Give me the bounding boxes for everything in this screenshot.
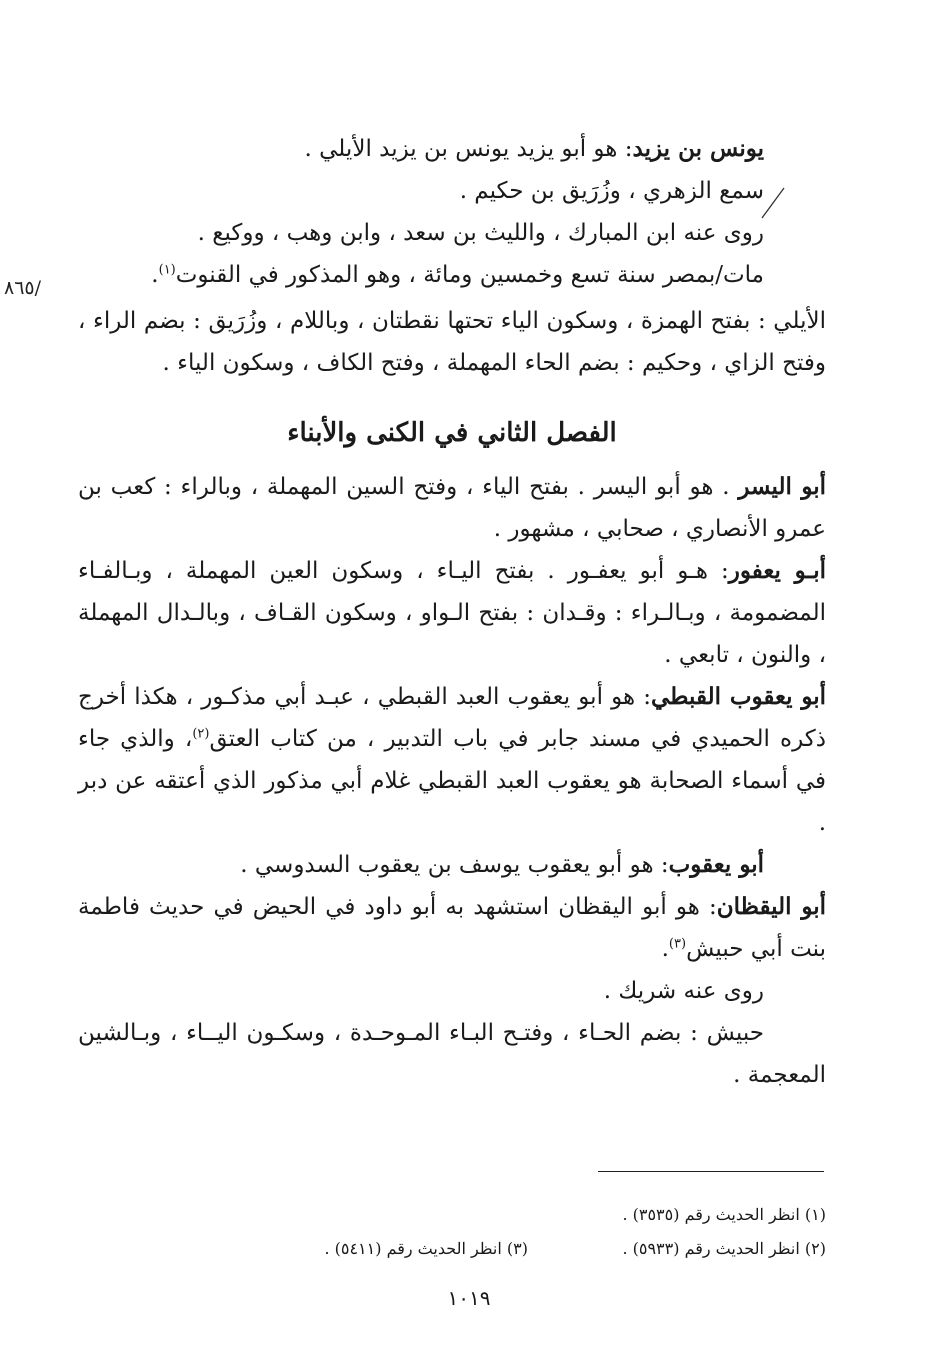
footnote-2: (٢) انظر الحديث رقم (٥٩٣٣) . (622, 1239, 826, 1258)
footnote-ref-2: (٢) (192, 726, 210, 742)
entry-abu-yafur: أبـو يعفور: هـو أبو يعفـور . بفتح اليـاء ، وسكون العين المهملة ، وبـالفـاء المضمومة ، وبـالـراء : وقـدان : بفتح الـواو ، وسكون القـاف ، وبالـدال المهملة ، والنون ، تابعي . (78, 557, 826, 668)
entry-yunus-heard: سمع الزهري ، وزُرَيق بن حكيم . (459, 178, 764, 204)
entry-abu-al-yaqzan: أبو اليقظان: هو أبو اليقظان استشهد به أبو داود في الحيض في حديث فاطمة بنت أبي حبيش$^{(٣)}$. (78, 893, 826, 962)
entry-yunus-vocalization: الأيلي : بفتح الهمزة ، وسكون الياء تحتها نقطتان ، وباللام ، وزُرَيق : بضم الراء ، وفتح الزاي ، وحكيم : بضم الحاء المهملة ، وفتح الكاف ، وسكون الياء . (78, 308, 826, 376)
main-text (78, 128, 826, 1096)
chapter-heading: الفصل الثاني في الكنى والأبناء (287, 418, 617, 448)
entry-abu-al-yusr: أبو اليسر . هو أبو اليسر . بفتح الياء ، وفتح السين المهملة ، وبالراء : كعب بن عمرو الأنصاري ، صحابي ، مشهور . (78, 473, 827, 542)
footnote-3: (٣) انظر الحديث رقم (٥٤١١) . (324, 1239, 528, 1258)
entry-abu-yaqub: أبو يعقوب: هو أبو يعقوب يوسف بن يعقوب السدوسي . (240, 851, 764, 878)
footnote-separator (598, 1171, 824, 1172)
footnote-1: (١) انظر الحديث رقم (٣٥٣٥) . (622, 1205, 826, 1224)
footnote-ref-1: (١) (158, 262, 176, 278)
entry-yunus-name: يونس بن يزيد (632, 135, 764, 162)
entry-yunus (78, 128, 826, 170)
page-number: ١٠١٩ (447, 1286, 491, 1310)
entry-abu-al-yaqzan-narrator: روى عنه شريك . (603, 978, 764, 1004)
footnote-ref-3: (٣) (668, 936, 687, 952)
footnotes-left-column (228, 1232, 528, 1266)
entry-yunus-narrators: روى عنه ابن المبارك ، والليث بن سعد ، وابن وهب ، ووكيع . (197, 220, 764, 246)
entry-hubaysh-vocalization: حبيش : بضم الحـاء ، وفتـح البـاء المـوحـدة ، وسكـون اليــاء ، وبـالشين المعجمة . (78, 1020, 826, 1088)
entry-abu-yaqub-al-qibti: أبو يعقوب القبطي: هو أبو يعقوب العبد القبطي ، عبـد أبي مذكـور ، هكذا أخرج ذكره الحميدي في مسند جابر في باب التدبير ، من كتاب العتق$^{(٢)}$، والذي جاء في أسماء الصحابة هو يعقوب العبد القبطي غلام أبي مذكور الذي أعتقه عن دبر . (78, 683, 826, 836)
entry-yunus-death: مات/بمصر سنة تسع وخمسين ومائة ، وهو المذكور في القنوت$^{(١)}$. (151, 262, 764, 288)
entry-yunus-text: : هو أبو يزيد يونس بن يزيد الأيلي . (304, 136, 633, 162)
margin-page-reference: /٨٦٥ (4, 277, 42, 299)
